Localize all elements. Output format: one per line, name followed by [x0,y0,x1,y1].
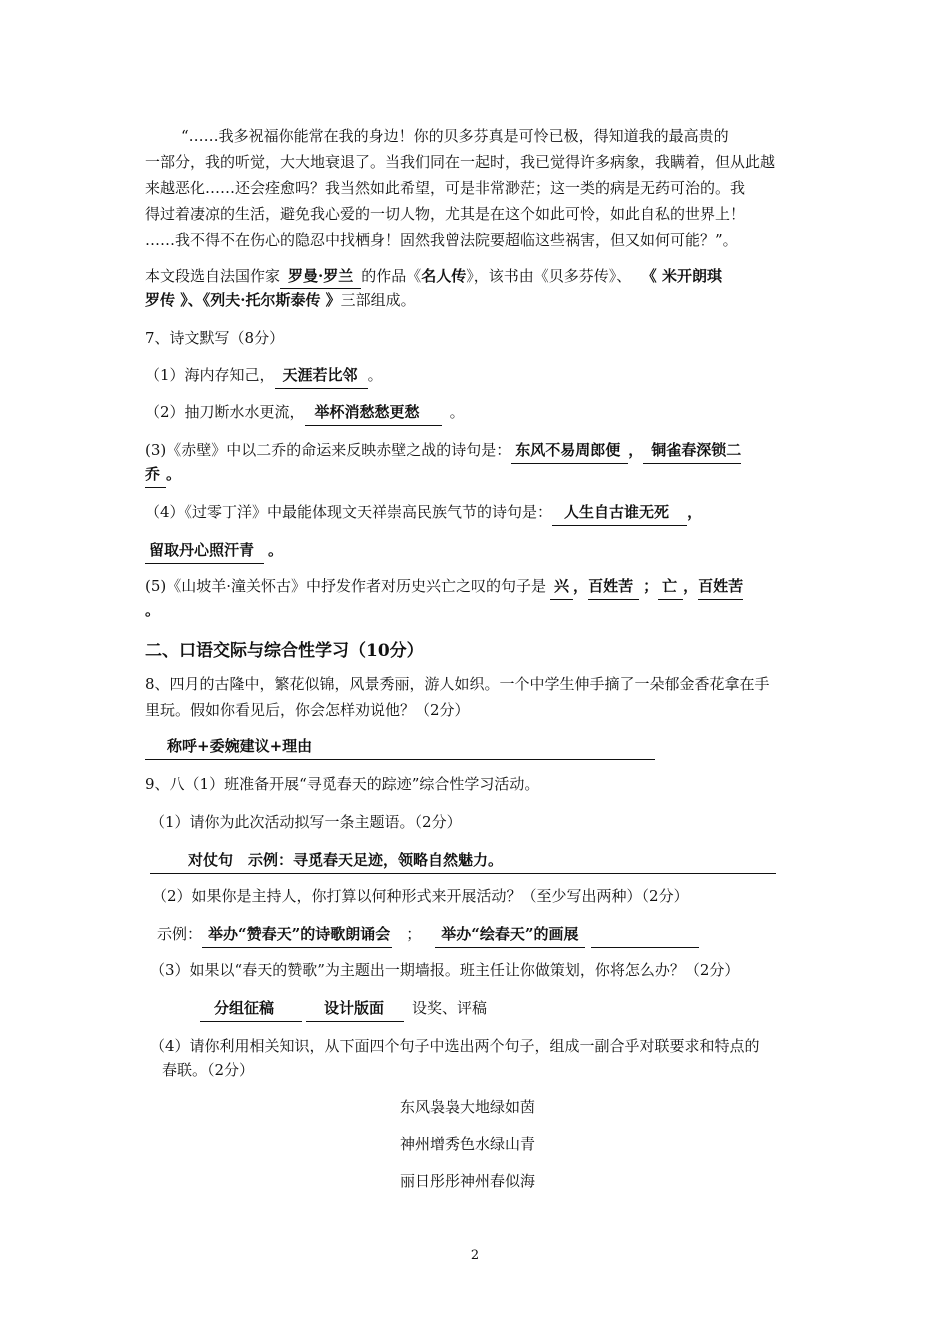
q9-part-2-prefix: 示例： [157,925,203,943]
q7-item-3: (3)《赤壁》中以二乔的命运来反映赤壁之战的诗句是： 东风不易周郎便 ， 铜雀春深锁二 [145,438,741,464]
q7-item-2-prompt: （2）抽刀断水水更流， [145,403,305,421]
q7-item-4-prompt: （4）《过零丁洋》中最能体现文天祥崇高民族气节的诗句是： [145,503,553,521]
source-author: 罗曼·罗兰 [280,264,361,289]
q7-item-4-cont: 留取丹心照汗青 。 [145,538,283,564]
q7-item-3-prompt: (3)《赤壁》中以二乔的命运来反映赤壁之战的诗句是： [145,441,512,459]
q7-answer-5d: 百姓苦 [698,574,743,600]
q7-answer-5b: 百姓苦 [588,574,639,600]
source-text-1: 本文段选自法国作家 [145,267,281,285]
q7-answer-2: 举杯消愁愁更愁 [305,400,442,426]
q9-part-1-answer: 对仗句 示例：寻觅春天足迹，领略自然魅力。 [150,848,776,874]
quote-line-4: 得过着凄凉的生活，避免我心爱的一切人物，尤其是在这个如此可怜，如此自私的世界上！ [145,205,746,223]
source-book2-b: 罗传 》、《列夫·托尔斯泰传 》 [145,291,341,309]
q7-item-2-end: 。 [449,403,465,421]
q9-part-4-line-2: 春联。（2分） [162,1061,255,1079]
quote-line-3: 来越恶化……还会痊愈吗？我当然如此希望，可是非常渺茫；这一类的病是无药可治的。我 [145,179,746,197]
q7-title: 7、诗文默写（8分） [145,329,285,347]
source-text-2: 的作品《 [361,267,422,285]
section-2-heading: 二、口语交际与综合性学习（10分） [145,641,424,661]
q9-part-2-answer-a: 举办“赞春天”的诗歌朗诵会 [202,922,392,948]
q8-answer-line [145,734,655,760]
q7-item-5-prompt: (5)《山坡羊·潼关怀古》中抒发作者对历史兴亡之叹的句子是 [145,577,547,595]
q7-answer-4b: 留取丹心照汗青 [145,538,264,564]
q9-title: 9、八（1）班准备开展“寻觅春天的踪迹”综合性学习活动。 [145,775,540,793]
couplet-option-2: 神州增秀色水绿山青 [400,1135,536,1153]
source-text-4: 三部组成。 [340,291,416,309]
q9-part-2: （2）如果你是主持人，你打算以何种形式来开展活动？（至少写出两种）（2分） [152,887,689,905]
source-book2-a: 《 米开朗琪 [649,267,723,285]
q7-answer-5c: 亡 [658,574,683,600]
q9-part-3-answer-a: 分组征稿 [200,996,302,1022]
q7-answer-3c: 乔 [145,462,166,488]
q9-part-2-separator: ； [406,925,422,943]
q7-item-5-end: 。 [145,601,161,619]
q7-answer-5a: 兴 [550,574,573,600]
q9-part-3-answer-c: 设奖、评稿 [412,999,488,1017]
q9-part-2-answer [157,922,699,948]
q7-answer-4a: 人生自古谁无死 [552,500,687,526]
source-line-1 [145,264,722,289]
quote-line-2: 一部分，我的听觉，大大地衰退了。当我们同在一起时，我已觉得许多病象，我瞒着，但从此越 [145,153,776,171]
couplet-option-1: 东风袅袅大地绿如茵 [400,1098,536,1116]
q8-line-1: 8、四月的古隆中，繁花似锦，风景秀丽，游人如织。一个中学生伸手摘了一朵郁金香花拿在手 [145,675,770,693]
quote-line-1: “……我多祝福你能常在我的身边！你的贝多芬真是可怜已极，得知道我的最高贵的 [181,127,729,145]
q9-part-3: （3）如果以“春天的赞歌”为主题出一期墙报。班主任让你做策划，你将怎么办？（2分） [150,961,740,979]
q8-line-2: 里玩。假如你看见后，你会怎样劝说他？（2分） [145,701,470,719]
q7-answer-3a: 东风不易周郎便 [511,438,628,464]
q9-part-2-blank [591,922,699,948]
q9-part-3-answer-b: 设计版面 [306,996,404,1022]
q9-part-4-line-1: （4）请你利用相关知识，从下面四个句子中选出两个句子，组成一副合乎对联要求和特点的 [150,1037,760,1055]
q7-item-2 [145,400,465,426]
q7-item-1-prompt: （1）海内存知己， [145,366,275,384]
q7-answer-3b: 铜雀春深锁二 [643,438,741,464]
q7-item-1-end: 。 [367,366,383,384]
q7-answer-1: 天涯若比邻 [275,363,368,389]
q9-part-2-answer-b: 举办“绘春天”的画展 [435,922,584,948]
q7-item-3-cont: 乔 。 [145,462,181,488]
q9-part-1-answer-line [150,848,776,874]
q7-item-4: （4）《过零丁洋》中最能体现文天祥崇高民族气节的诗句是： 人生自古谁无死 ， [145,500,702,526]
q7-item-1 [145,363,383,389]
q9-part-1: （1）请你为此次活动拟写一条主题语。（2分） [150,813,462,831]
q7-item-5: (5)《山坡羊·潼关怀古》中抒发作者对历史兴亡之叹的句子是 兴 ，百姓苦 ； 亡 ，百姓苦 [145,574,743,600]
q8-answer: 称呼+委婉建议+理由 [145,734,655,760]
source-line-2 [145,288,416,312]
couplet-option-3: 丽日彤彤神州春似海 [400,1172,536,1190]
q9-part-3-answer [200,996,487,1022]
source-text-3: 》，该书由《贝多芬传》、 [466,267,632,285]
source-book: 名人传 [421,267,467,285]
page-number: 2 [470,1248,480,1263]
quote-line-5: ……我不得不在伤心的隐忍中找栖身！固然我曾法院要超临这些祸害，但又如何可能？”。 [145,231,738,249]
